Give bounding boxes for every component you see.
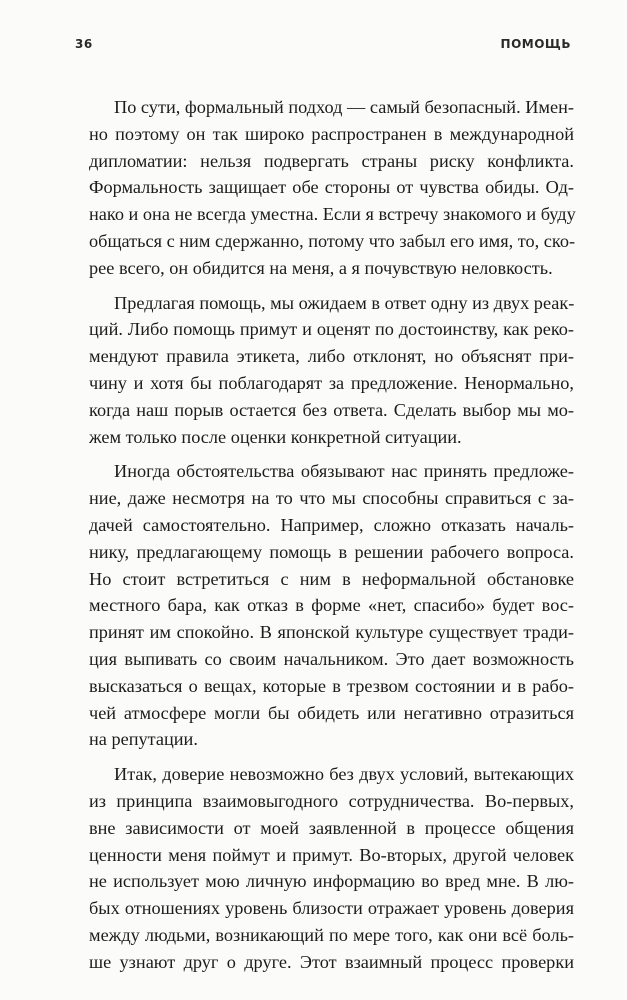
text-line: чину и хотя бы поблагодарят за предложение. Ненормально, — [89, 372, 574, 393]
text-line: из принципа взаимовыгодного сотрудничества. Во-первых, — [89, 790, 574, 811]
text-line: высказаться о вещах, которые в трезвом состоянии и в рабо- — [89, 675, 574, 696]
text-line: Иногда обстоятельства обязывают нас принять предложе- — [114, 461, 574, 482]
text-line: дачей самостоятельно. Например, сложно отказать началь- — [89, 514, 574, 535]
text-line: на репутации. — [89, 729, 198, 750]
text-line: Формальность защищает обе стороны от чувства обиды. Од- — [89, 177, 574, 198]
text-line: вне зависимости от моей заявленной в процессе общения — [89, 817, 574, 838]
text-line: ция выпивать со своим начальником. Это дает возможность — [89, 648, 574, 669]
text-line: не использует мою личную информацию во вред мне. В лю- — [89, 871, 574, 892]
text-line: местного бара, как отказ в форме «нет, спасибо» будет вос- — [89, 595, 574, 616]
text-line: жем только после оценки конкретной ситуации. — [89, 426, 462, 447]
text-line: ценности меня поймут и примут. Во-вторых, другой человек — [89, 844, 574, 865]
text-line: между людьми, возникающий по мере того, как они всё боль- — [89, 924, 574, 945]
text-line: бых отношениях уровень близости отражает уровень доверия — [89, 898, 574, 919]
text-line: нику, предлагающему помощь в решении рабочего вопроса. — [89, 541, 574, 562]
text-line: ций. Либо помощь примут и оценят по достоинству, как реко- — [89, 319, 574, 340]
text-line: мендуют правила этикета, либо отклонят, но объяснят при- — [89, 346, 574, 367]
text-line: По сути, формальный подход — самый безопасный. Имен- — [114, 97, 574, 117]
text-line: нако и она не всегда уместна. Если я встречу знакомого и буду — [89, 204, 576, 225]
page-number: 36 — [75, 37, 93, 51]
text-line: чей атмосфере могли бы обидеть или негативно отразиться — [89, 702, 574, 723]
text-line: Предлагая помощь, мы ожидаем в ответ одну из двух реак- — [114, 292, 575, 313]
text-line: Но стоит встретиться с ним в неформальной обстановке — [89, 568, 574, 589]
text-line: ше узнают друг о друге. Этот взаимный процесс проверки — [89, 951, 574, 972]
text-line: принят им спокойно. В японской культуре существует тради- — [89, 622, 574, 643]
text-line: когда наш порыв остается без ответа. Сделать выбор мы мо- — [89, 399, 574, 420]
paragraph — [89, 761, 574, 975]
running-head — [75, 37, 571, 57]
text-line: но поэтому он так широко распространен в международной — [89, 123, 574, 144]
text-line: Итак, доверие невозможно без двух условий, вытекающих — [114, 764, 574, 785]
body-text — [89, 94, 574, 976]
text-line: рее всего, он обидится на меня, а я почувствую неловкость. — [89, 257, 553, 278]
text-line: ние, даже несмотря на то что мы способны справиться с за- — [89, 488, 574, 509]
paragraph — [89, 290, 574, 451]
paragraph — [89, 94, 574, 282]
text-line: дипломатии: нельзя подвергать страны риску конфликта. — [89, 150, 574, 171]
text-line: общаться с ним сдержанно, потому что забыл его имя, то, ско- — [89, 230, 576, 251]
section-title: ПОМОЩЬ — [500, 37, 571, 51]
paragraph — [89, 458, 574, 753]
